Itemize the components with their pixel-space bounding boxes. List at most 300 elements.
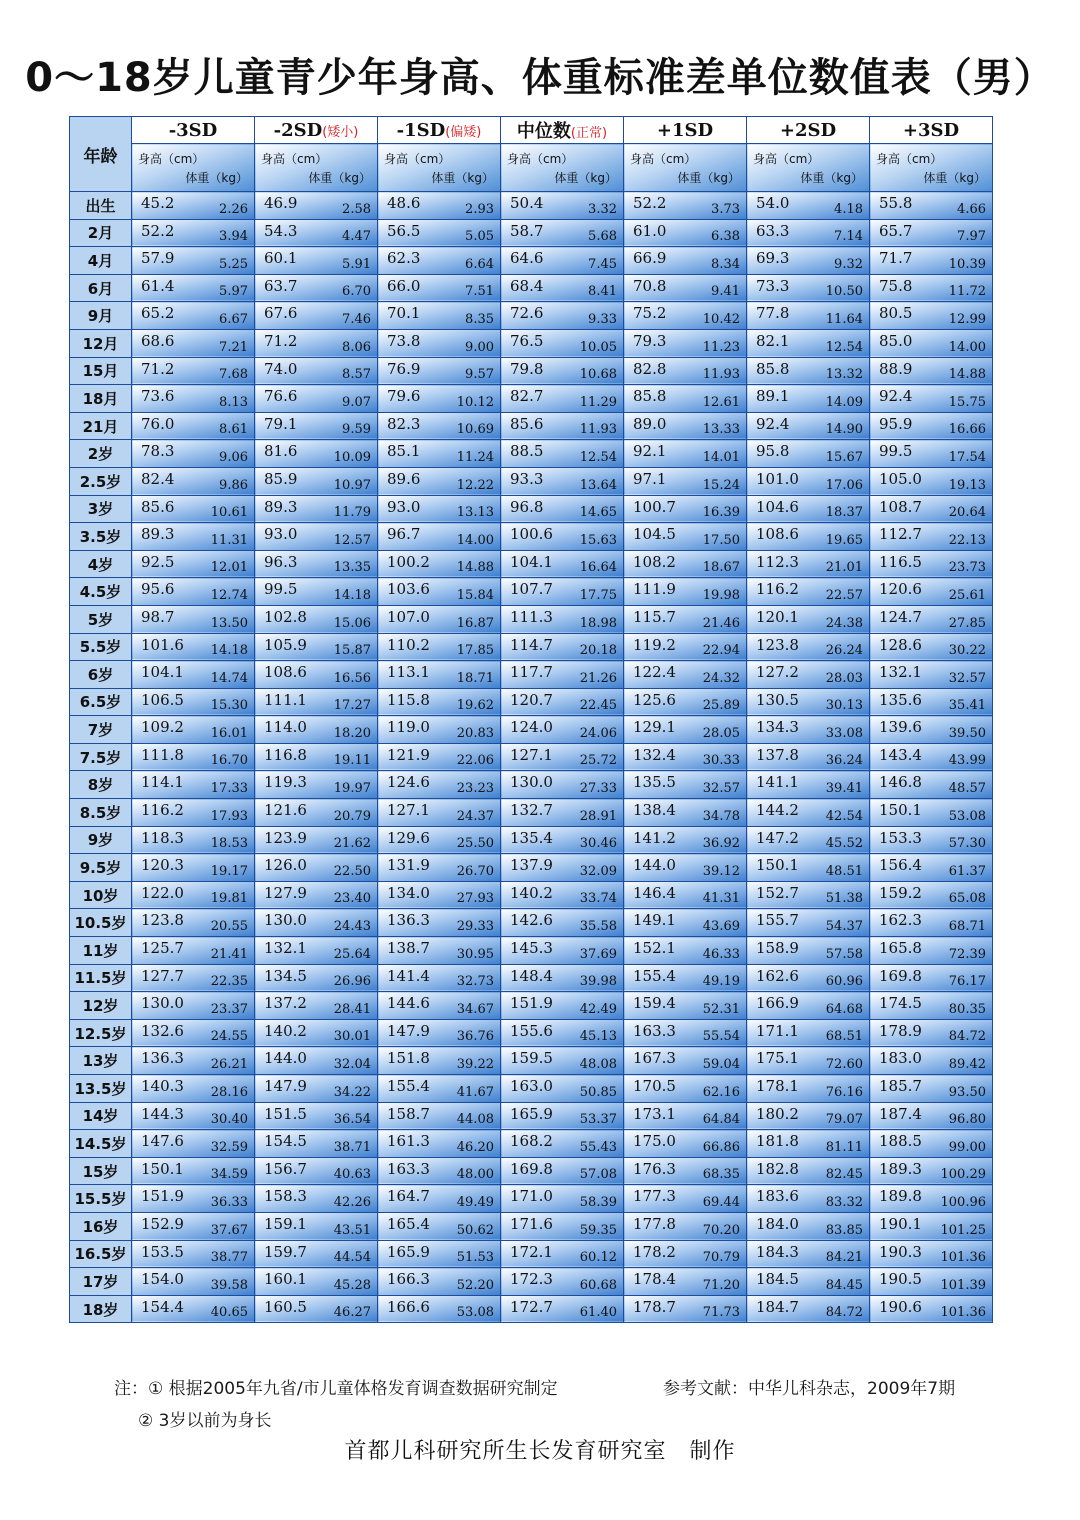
weight-value: 32.59 bbox=[210, 1139, 248, 1155]
height-value: 183.6 bbox=[756, 1187, 799, 1206]
unit-header bbox=[132, 144, 255, 192]
height-value: 135.5 bbox=[633, 773, 676, 792]
value-cell bbox=[870, 440, 993, 468]
height-value: 162.3 bbox=[879, 911, 922, 930]
weight-value: 35.41 bbox=[948, 698, 986, 714]
table-row bbox=[70, 1295, 993, 1323]
weight-value: 84.72 bbox=[948, 1029, 986, 1045]
value-cell bbox=[255, 192, 378, 220]
table-row bbox=[70, 329, 993, 357]
weight-value: 3.94 bbox=[219, 229, 248, 245]
weight-value: 12.22 bbox=[456, 477, 494, 493]
weight-value: 4.47 bbox=[342, 229, 371, 245]
age-cell: 6.5岁 bbox=[70, 688, 132, 716]
height-value: 63.3 bbox=[756, 221, 790, 240]
weight-value: 101.36 bbox=[940, 1305, 986, 1321]
value-cell bbox=[747, 1075, 870, 1103]
weight-value: 28.16 bbox=[210, 1084, 248, 1100]
age-cell: 12岁 bbox=[70, 992, 132, 1020]
weight-value: 15.67 bbox=[825, 449, 863, 465]
weight-value: 32.09 bbox=[579, 863, 617, 879]
weight-unit-label: 体重（kg） bbox=[677, 171, 740, 185]
value-cell bbox=[255, 1268, 378, 1296]
value-cell bbox=[132, 523, 255, 551]
value-cell bbox=[747, 771, 870, 799]
weight-value: 36.92 bbox=[702, 836, 740, 852]
value-cell bbox=[132, 1075, 255, 1103]
table-row bbox=[70, 412, 993, 440]
age-cell: 15岁 bbox=[70, 1157, 132, 1185]
weight-value: 16.01 bbox=[210, 725, 248, 741]
weight-value: 28.05 bbox=[702, 725, 740, 741]
height-value: 135.6 bbox=[879, 690, 922, 709]
weight-value: 62.16 bbox=[702, 1084, 740, 1100]
height-value: 160.1 bbox=[264, 1270, 307, 1289]
table-row bbox=[70, 964, 993, 992]
weight-value: 53.08 bbox=[456, 1305, 494, 1321]
weight-value: 16.56 bbox=[333, 670, 371, 686]
weight-value: 5.97 bbox=[219, 284, 248, 300]
height-value: 100.6 bbox=[510, 525, 553, 544]
weight-value: 9.57 bbox=[465, 367, 494, 383]
height-value: 148.4 bbox=[510, 966, 553, 985]
height-value: 119.2 bbox=[633, 635, 676, 654]
height-value: 173.1 bbox=[633, 1104, 676, 1123]
weight-value: 17.85 bbox=[456, 643, 494, 659]
weight-value: 71.20 bbox=[702, 1277, 740, 1293]
height-value: 100.7 bbox=[633, 497, 676, 516]
height-value: 150.1 bbox=[141, 1159, 184, 1178]
value-cell bbox=[378, 1157, 501, 1185]
value-cell bbox=[747, 633, 870, 661]
height-value: 134.5 bbox=[264, 966, 307, 985]
height-value: 64.6 bbox=[510, 249, 544, 268]
height-unit-label: 身高（cm） bbox=[507, 152, 574, 167]
value-cell bbox=[378, 1075, 501, 1103]
height-value: 155.7 bbox=[756, 911, 799, 930]
weight-value: 2.93 bbox=[465, 201, 494, 217]
table-row bbox=[70, 440, 993, 468]
table-row bbox=[70, 1019, 993, 1047]
height-value: 175.0 bbox=[633, 1132, 676, 1151]
weight-value: 12.54 bbox=[579, 449, 617, 465]
weight-value: 20.79 bbox=[333, 808, 371, 824]
height-value: 65.7 bbox=[879, 221, 913, 240]
weight-value: 13.13 bbox=[456, 505, 494, 521]
value-cell bbox=[378, 633, 501, 661]
height-value: 76.9 bbox=[387, 359, 421, 378]
weight-value: 57.30 bbox=[948, 836, 986, 852]
value-cell bbox=[747, 440, 870, 468]
height-value: 124.7 bbox=[879, 607, 922, 626]
value-cell bbox=[255, 550, 378, 578]
value-cell bbox=[378, 523, 501, 551]
height-value: 151.9 bbox=[510, 994, 553, 1013]
age-cell: 13岁 bbox=[70, 1047, 132, 1075]
value-cell bbox=[378, 1185, 501, 1213]
value-cell bbox=[870, 854, 993, 882]
value-cell bbox=[255, 743, 378, 771]
age-cell: 2月 bbox=[70, 219, 132, 247]
weight-value: 46.33 bbox=[702, 946, 740, 962]
band-label: -3SD bbox=[168, 119, 218, 141]
height-value: 169.8 bbox=[510, 1159, 553, 1178]
table-row bbox=[70, 661, 993, 689]
value-cell bbox=[255, 219, 378, 247]
value-cell bbox=[378, 964, 501, 992]
weight-value: 30.40 bbox=[210, 1112, 248, 1128]
height-value: 101.0 bbox=[756, 469, 799, 488]
table-row bbox=[70, 302, 993, 330]
value-cell bbox=[378, 1212, 501, 1240]
value-cell bbox=[501, 1130, 624, 1158]
age-cell: 8岁 bbox=[70, 771, 132, 799]
value-cell bbox=[501, 495, 624, 523]
value-cell bbox=[870, 219, 993, 247]
height-value: 70.1 bbox=[387, 304, 421, 323]
weight-value: 39.98 bbox=[579, 974, 617, 990]
weight-value: 9.07 bbox=[342, 394, 371, 410]
weight-value: 5.68 bbox=[588, 229, 617, 245]
height-value: 66.0 bbox=[387, 276, 421, 295]
weight-value: 7.97 bbox=[957, 229, 986, 245]
value-cell bbox=[870, 661, 993, 689]
height-unit-label: 身高（cm） bbox=[384, 152, 451, 167]
value-cell bbox=[501, 826, 624, 854]
height-value: 153.5 bbox=[141, 1242, 184, 1261]
weight-value: 83.85 bbox=[825, 1222, 863, 1238]
value-cell bbox=[132, 219, 255, 247]
height-value: 68.6 bbox=[141, 331, 175, 350]
table-row bbox=[70, 716, 993, 744]
unit-header-row bbox=[70, 144, 993, 192]
value-cell bbox=[132, 937, 255, 965]
weight-value: 14.90 bbox=[825, 422, 863, 438]
value-cell bbox=[378, 799, 501, 827]
weight-value: 26.21 bbox=[210, 1057, 248, 1072]
value-cell bbox=[378, 1295, 501, 1323]
weight-value: 30.22 bbox=[948, 643, 986, 659]
height-value: 151.5 bbox=[264, 1104, 307, 1123]
band-label: 中位数 bbox=[516, 121, 571, 143]
value-cell bbox=[132, 385, 255, 413]
weight-value: 10.42 bbox=[702, 311, 740, 327]
value-cell bbox=[747, 881, 870, 909]
height-value: 175.1 bbox=[756, 1049, 799, 1068]
age-cell: 12.5岁 bbox=[70, 1019, 132, 1047]
value-cell bbox=[501, 743, 624, 771]
table-row bbox=[70, 247, 993, 275]
weight-value: 28.91 bbox=[579, 808, 617, 824]
reference-note: 参考文献：中华儿科杂志，2009年7期 bbox=[663, 1379, 956, 1399]
height-value: 178.4 bbox=[633, 1270, 676, 1289]
height-value: 106.5 bbox=[141, 690, 184, 709]
weight-value: 23.37 bbox=[210, 1001, 248, 1017]
value-cell bbox=[501, 771, 624, 799]
weight-value: 3.73 bbox=[711, 201, 740, 217]
value-cell bbox=[624, 357, 747, 385]
value-cell bbox=[870, 826, 993, 854]
value-cell bbox=[747, 247, 870, 275]
weight-value: 19.13 bbox=[948, 477, 986, 493]
age-cell: 3.5岁 bbox=[70, 523, 132, 551]
height-value: 108.6 bbox=[264, 663, 307, 682]
value-cell bbox=[870, 412, 993, 440]
weight-value: 24.38 bbox=[825, 615, 863, 631]
weight-value: 25.64 bbox=[333, 946, 371, 962]
value-cell bbox=[378, 743, 501, 771]
value-cell bbox=[501, 1075, 624, 1103]
height-value: 159.1 bbox=[264, 1214, 307, 1233]
value-cell bbox=[378, 247, 501, 275]
value-cell bbox=[624, 1157, 747, 1185]
height-value: 154.5 bbox=[264, 1132, 307, 1151]
weight-value: 84.21 bbox=[825, 1250, 863, 1266]
height-value: 79.3 bbox=[633, 331, 667, 350]
value-cell bbox=[132, 826, 255, 854]
weight-value: 26.70 bbox=[456, 863, 494, 879]
weight-value: 39.12 bbox=[702, 863, 740, 879]
value-cell bbox=[132, 854, 255, 882]
age-cell: 8.5岁 bbox=[70, 799, 132, 827]
weight-value: 15.87 bbox=[333, 643, 371, 659]
age-cell: 4岁 bbox=[70, 550, 132, 578]
value-cell bbox=[378, 385, 501, 413]
table-row bbox=[70, 854, 993, 882]
value-cell bbox=[501, 329, 624, 357]
height-value: 146.4 bbox=[633, 883, 676, 902]
value-cell bbox=[624, 1295, 747, 1323]
weight-value: 60.96 bbox=[825, 974, 863, 990]
value-cell bbox=[624, 992, 747, 1020]
height-value: 123.9 bbox=[264, 828, 307, 847]
weight-value: 8.34 bbox=[711, 256, 740, 272]
weight-value: 100.29 bbox=[940, 1167, 986, 1183]
value-cell bbox=[870, 1019, 993, 1047]
height-value: 69.3 bbox=[756, 249, 790, 268]
value-cell bbox=[132, 329, 255, 357]
weight-value: 64.68 bbox=[825, 1001, 863, 1017]
value-cell bbox=[747, 495, 870, 523]
height-value: 141.4 bbox=[387, 966, 430, 985]
age-cell: 7.5岁 bbox=[70, 743, 132, 771]
height-value: 140.2 bbox=[510, 883, 553, 902]
weight-value: 37.69 bbox=[579, 946, 617, 962]
weight-value: 59.04 bbox=[702, 1057, 740, 1072]
height-value: 79.6 bbox=[387, 387, 421, 406]
value-cell bbox=[870, 688, 993, 716]
weight-value: 48.00 bbox=[456, 1167, 494, 1183]
height-value: 89.0 bbox=[633, 414, 667, 433]
height-value: 63.7 bbox=[264, 276, 298, 295]
height-value: 163.3 bbox=[633, 1021, 676, 1040]
age-cell: 4月 bbox=[70, 247, 132, 275]
height-value: 120.7 bbox=[510, 690, 553, 709]
height-value: 54.3 bbox=[264, 221, 298, 240]
value-cell bbox=[747, 826, 870, 854]
value-cell bbox=[255, 357, 378, 385]
weight-value: 44.08 bbox=[456, 1112, 494, 1128]
value-cell bbox=[501, 274, 624, 302]
height-value: 92.1 bbox=[633, 442, 667, 461]
weight-value: 89.42 bbox=[948, 1057, 986, 1072]
table-row bbox=[70, 1268, 993, 1296]
value-cell bbox=[624, 329, 747, 357]
value-cell bbox=[255, 854, 378, 882]
age-cell: 出生 bbox=[70, 192, 132, 220]
height-unit-label: 身高（cm） bbox=[876, 152, 943, 167]
height-value: 183.0 bbox=[879, 1049, 922, 1068]
height-value: 67.6 bbox=[264, 304, 298, 323]
value-cell bbox=[378, 854, 501, 882]
table-row bbox=[70, 799, 993, 827]
weight-value: 25.89 bbox=[702, 698, 740, 714]
weight-value: 25.50 bbox=[456, 836, 494, 852]
value-cell bbox=[255, 1130, 378, 1158]
age-cell: 5岁 bbox=[70, 605, 132, 633]
weight-value: 81.11 bbox=[825, 1139, 863, 1155]
height-value: 111.1 bbox=[264, 690, 307, 709]
value-cell bbox=[378, 1047, 501, 1075]
height-value: 117.7 bbox=[510, 663, 553, 682]
value-cell bbox=[255, 1240, 378, 1268]
value-cell bbox=[132, 964, 255, 992]
height-value: 152.9 bbox=[141, 1214, 184, 1233]
value-cell bbox=[132, 1102, 255, 1130]
unit-header bbox=[501, 144, 624, 192]
weight-value: 46.27 bbox=[333, 1305, 371, 1321]
weight-value: 11.93 bbox=[702, 367, 740, 383]
height-value: 119.0 bbox=[387, 718, 430, 737]
weight-value: 20.64 bbox=[948, 505, 986, 521]
weight-value: 34.78 bbox=[702, 808, 740, 824]
height-value: 139.6 bbox=[879, 718, 922, 737]
band-header bbox=[255, 117, 378, 144]
value-cell bbox=[378, 992, 501, 1020]
weight-value: 14.01 bbox=[702, 449, 740, 465]
height-value: 126.0 bbox=[264, 856, 307, 875]
weight-value: 37.67 bbox=[210, 1222, 248, 1238]
weight-value: 52.20 bbox=[456, 1277, 494, 1293]
height-value: 85.0 bbox=[879, 331, 913, 350]
height-value: 121.9 bbox=[387, 745, 430, 764]
height-value: 152.7 bbox=[756, 883, 799, 902]
height-value: 71.2 bbox=[264, 331, 298, 350]
height-value: 45.2 bbox=[141, 194, 175, 212]
height-value: 152.1 bbox=[633, 939, 676, 958]
value-cell bbox=[132, 247, 255, 275]
weight-value: 80.35 bbox=[948, 1001, 986, 1017]
weight-value: 17.75 bbox=[579, 587, 617, 603]
table-row bbox=[70, 219, 993, 247]
weight-value: 43.51 bbox=[333, 1222, 371, 1238]
value-cell bbox=[624, 826, 747, 854]
value-cell bbox=[870, 743, 993, 771]
weight-value: 22.13 bbox=[948, 532, 986, 548]
height-value: 136.3 bbox=[387, 911, 430, 930]
height-value: 144.0 bbox=[264, 1049, 307, 1068]
value-cell bbox=[747, 964, 870, 992]
height-value: 89.6 bbox=[387, 469, 421, 488]
height-value: 58.7 bbox=[510, 221, 544, 240]
value-cell bbox=[378, 329, 501, 357]
weight-unit-label: 体重（kg） bbox=[431, 171, 494, 185]
value-cell bbox=[132, 1157, 255, 1185]
value-cell bbox=[501, 992, 624, 1020]
value-cell bbox=[255, 661, 378, 689]
weight-value: 38.77 bbox=[210, 1250, 248, 1266]
weight-value: 30.46 bbox=[579, 836, 617, 852]
value-cell bbox=[747, 467, 870, 495]
value-cell bbox=[624, 937, 747, 965]
weight-value: 8.57 bbox=[342, 367, 371, 383]
value-cell bbox=[378, 192, 501, 220]
weight-value: 48.51 bbox=[825, 863, 863, 879]
band-header bbox=[870, 117, 993, 144]
weight-value: 22.35 bbox=[210, 974, 248, 990]
height-value: 181.8 bbox=[756, 1132, 799, 1151]
weight-value: 9.00 bbox=[465, 339, 494, 355]
height-value: 104.1 bbox=[141, 663, 184, 682]
height-value: 89.1 bbox=[756, 387, 790, 406]
weight-value: 43.99 bbox=[948, 753, 986, 769]
table-row bbox=[70, 743, 993, 771]
weight-value: 11.31 bbox=[210, 532, 248, 548]
height-value: 129.1 bbox=[633, 718, 676, 737]
weight-value: 11.24 bbox=[456, 449, 494, 465]
table-row bbox=[70, 550, 993, 578]
height-value: 132.1 bbox=[264, 939, 307, 958]
height-value: 112.7 bbox=[879, 525, 922, 544]
height-value: 190.1 bbox=[879, 1214, 922, 1233]
weight-value: 6.70 bbox=[342, 284, 371, 300]
height-value: 95.8 bbox=[756, 442, 790, 461]
value-cell bbox=[870, 799, 993, 827]
height-value: 159.7 bbox=[264, 1242, 307, 1261]
unit-header bbox=[255, 144, 378, 192]
value-cell bbox=[132, 881, 255, 909]
weight-value: 76.17 bbox=[948, 974, 986, 990]
weight-value: 20.18 bbox=[579, 643, 617, 659]
weight-value: 68.35 bbox=[702, 1167, 740, 1183]
value-cell bbox=[378, 302, 501, 330]
age-cell: 13.5岁 bbox=[70, 1075, 132, 1103]
weight-value: 23.40 bbox=[333, 891, 371, 907]
weight-value: 17.06 bbox=[825, 477, 863, 493]
height-value: 135.4 bbox=[510, 828, 553, 847]
unit-header bbox=[747, 144, 870, 192]
weight-value: 16.64 bbox=[579, 560, 617, 576]
weight-value: 48.57 bbox=[948, 781, 986, 797]
table-row bbox=[70, 1047, 993, 1075]
weight-value: 49.19 bbox=[702, 974, 740, 990]
value-cell bbox=[255, 274, 378, 302]
value-cell bbox=[870, 302, 993, 330]
height-value: 150.1 bbox=[879, 801, 922, 820]
weight-value: 55.43 bbox=[579, 1139, 617, 1155]
weight-value: 19.97 bbox=[333, 781, 371, 797]
weight-value: 21.46 bbox=[702, 615, 740, 631]
height-value: 119.3 bbox=[264, 773, 307, 792]
value-cell bbox=[870, 1240, 993, 1268]
height-value: 124.6 bbox=[387, 773, 430, 792]
weight-value: 14.74 bbox=[210, 670, 248, 686]
weight-value: 14.88 bbox=[948, 367, 986, 383]
value-cell bbox=[501, 799, 624, 827]
unit-header bbox=[624, 144, 747, 192]
value-cell bbox=[501, 881, 624, 909]
value-cell bbox=[870, 1185, 993, 1213]
